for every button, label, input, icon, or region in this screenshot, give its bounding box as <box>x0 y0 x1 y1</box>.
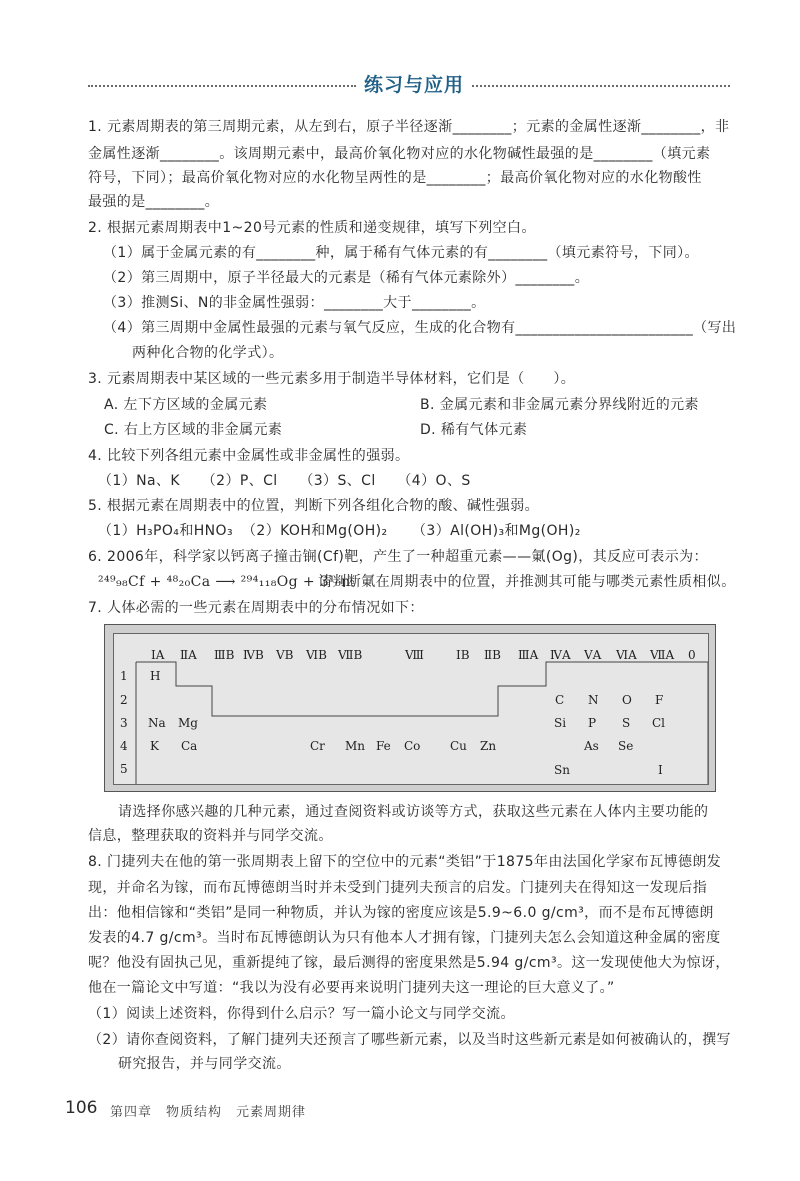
element-p: P <box>588 716 597 730</box>
element-cl: Cl <box>652 716 666 730</box>
group-header-viia: ⅦA <box>650 648 675 662</box>
q8-line-6: 他在一篇论文中写道：“我以为没有必要再来说明门捷列夫这一理论的巨大意义了。” <box>88 980 615 996</box>
q2-stem: 2. 根据元素周期表中1~20号元素的性质和递变规律，填写下列空白。 <box>88 220 536 236</box>
group-header-ivb: ⅣB <box>243 648 264 662</box>
chapter-footer: 第四章 物质结构 元素周期律 <box>110 1105 307 1120</box>
header-dotted-line-right <box>472 85 730 87</box>
q2-item-1: （1）属于金属元素的有________种，属于稀有气体元素的有________（填元素符号，下同）。 <box>103 245 699 261</box>
q8-line-2: 现，并命名为镓，而布瓦博德朗当时并未受到门捷列夫预言的启发。门捷列夫在得知这一发现后指 <box>88 880 708 896</box>
q4-options: （1）Na、K （2）P、Cl （3）S、Cl （4）O、S <box>98 473 471 489</box>
element-mg: Mg <box>178 716 198 730</box>
q7-after-1: 请选择你感兴趣的几种元素，通过查阅资料或访谈等方式，获取这些元素在人体内主要功能的 <box>118 804 709 820</box>
group-header-va: ⅤA <box>584 648 602 662</box>
element-cr: Cr <box>310 739 325 753</box>
element-cu: Cu <box>450 739 467 753</box>
group-header-iva: ⅣA <box>550 648 571 662</box>
q8-sub-1: （1）阅读上述资料，你得到什么启示？写一篇小论文与同学交流。 <box>88 1006 515 1022</box>
period-number-2: 2 <box>120 693 128 707</box>
element-se: Se <box>618 739 634 753</box>
period-number-4: 4 <box>120 739 128 753</box>
element-s: S <box>622 716 631 730</box>
group-header-iiia: ⅢA <box>518 648 539 662</box>
q3-stem: 3. 元素周期表中某区域的一些元素多用于制造半导体材料，它们是（ ）。 <box>88 371 576 387</box>
header-dotted-line-left <box>88 85 356 87</box>
q8-line-1: 8. 门捷列夫在他的第一张周期表上留下的空位中的元素“类铝”于1875年由法国化学家布瓦博德朗发 <box>88 854 722 870</box>
q8-line-4: 发表的4.7 g/cm³。当时布瓦博德朗认为只有他本人才拥有镓，门捷列夫怎么会知道这种金属的密度 <box>88 930 721 946</box>
q6-line-2: 请判断氭在周期表中的位置，并推测其可能与哪类元素性质相似。 <box>318 574 736 590</box>
period-number-3: 3 <box>120 716 128 730</box>
q5-stem: 5. 根据元素在周期表中的位置，判断下列各组化合物的酸、碱性强弱。 <box>88 498 540 514</box>
group-header-ib: ⅠB <box>456 648 470 662</box>
q1-line-4: 最强的是________。 <box>88 194 220 210</box>
q5-option-2: （2）KOH和Mg(OH)₂ <box>242 523 388 539</box>
element-fe: Fe <box>376 739 391 753</box>
element-as: As <box>584 739 599 753</box>
element-na: Na <box>148 716 166 730</box>
element-ca: Ca <box>181 739 198 753</box>
section-title: 练习与应用 <box>364 74 465 96</box>
q6-equation: ²⁴⁹₉₈Cf + ⁴⁸₂₀Ca ⟶ ²⁹⁴₁₁₈Og + 3¹₀n。 <box>98 574 365 590</box>
q3-option-a: A. 左下方区域的金属元素 <box>104 397 268 413</box>
period-number-1: 1 <box>120 669 128 683</box>
q2-item-4-cont: 两种化合物的化学式）。 <box>132 345 284 361</box>
element-zn: Zn <box>480 739 497 753</box>
element-sn: Sn <box>554 763 570 777</box>
q1-line-1: 1. 元素周期表的第三周期元素，从左到右，原子半径逐渐________；元素的金属性逐渐________，非 <box>88 119 730 135</box>
element-h: H <box>150 669 161 683</box>
period-number-5: 5 <box>120 762 128 776</box>
element-mn: Mn <box>345 739 366 753</box>
element-o: O <box>622 693 632 707</box>
q5-option-3: （3）Al(OH)₃和Mg(OH)₂ <box>412 523 581 539</box>
q1-line-2: 金属性逐渐________。该周期元素中，最高价氧化物对应的水化物碱性最强的是________（填元素 <box>88 146 711 162</box>
q5-option-1: （1）H₃PO₄和HNO₃ <box>98 523 233 539</box>
periodic-table-inner <box>113 633 709 785</box>
q4-stem: 4. 比较下列各组元素中金属性或非金属性的强弱。 <box>88 448 410 464</box>
page-number: 106 <box>65 1098 98 1118</box>
group-header-iia: ⅡA <box>180 648 197 662</box>
group-header-iiib: ⅢB <box>214 648 235 662</box>
periodic-table-figure <box>104 624 716 792</box>
q8-sub-2-cont: 研究报告，并与同学交流。 <box>118 1056 291 1072</box>
element-n: N <box>588 693 599 707</box>
q3-option-b: B. 金属元素和非金属元素分界线附近的元素 <box>420 397 699 413</box>
element-i: I <box>658 763 663 777</box>
q2-item-3: （3）推测Si、N的非金属性强弱：________大于________。 <box>103 295 486 311</box>
group-header-vb: ⅤB <box>276 648 294 662</box>
element-k: K <box>150 739 159 753</box>
q7-after-2: 信息，整理获取的资料并与同学交流。 <box>88 828 333 844</box>
q8-sub-2: （2）请你查阅资料，了解门捷列夫还预言了哪些新元素，以及当时这些新元素是如何被确认的，撰写 <box>88 1032 731 1048</box>
element-si: Si <box>554 716 567 730</box>
group-header-via: ⅥA <box>616 648 637 662</box>
group-header-iib: ⅡB <box>484 648 501 662</box>
element-co: Co <box>404 739 421 753</box>
q2-item-4: （4）第三周期中金属性最强的元素与氧气反应，生成的化合物有________________________（写出 <box>103 320 737 336</box>
group-header-viii: Ⅷ <box>405 648 424 662</box>
group-header-ia: ⅠA <box>151 648 165 662</box>
q6-line-1: 6. 2006年，科学家以钙离子撞击锎(Cf)靶，产生了一种超重元素——氭(Og)，其反应可表示为： <box>88 549 708 565</box>
q8-line-5: 呢？他没有固执己见，重新提纯了镓，最后测得的密度果然是5.94 g/cm³。这一发现使他大为惊讶， <box>88 955 730 971</box>
group-header-viib: ⅦB <box>338 648 363 662</box>
q8-line-3: 出：他相信镓和“类铝”是同一种物质，并认为镓的密度应该是5.9~6.0 g/cm³，而不是布瓦博德朗 <box>88 905 714 921</box>
q1-line-3: 符号，下同）；最高价氧化物对应的水化物呈两性的是________；最高价氧化物对应的水化物酸性 <box>88 170 702 186</box>
group-header-vib: ⅥB <box>306 648 327 662</box>
element-f: F <box>655 693 664 707</box>
element-c: C <box>555 693 565 707</box>
q3-option-c: C. 右上方区域的非金属元素 <box>104 422 283 438</box>
group-header-0: 0 <box>688 648 696 662</box>
q3-option-d: D. 稀有气体元素 <box>420 422 528 438</box>
q2-item-2: （2）第三周期中，原子半径最大的元素是（稀有气体元素除外）________。 <box>103 270 590 286</box>
q7-stem: 7. 人体必需的一些元素在周期表中的分布情况如下： <box>88 600 424 616</box>
